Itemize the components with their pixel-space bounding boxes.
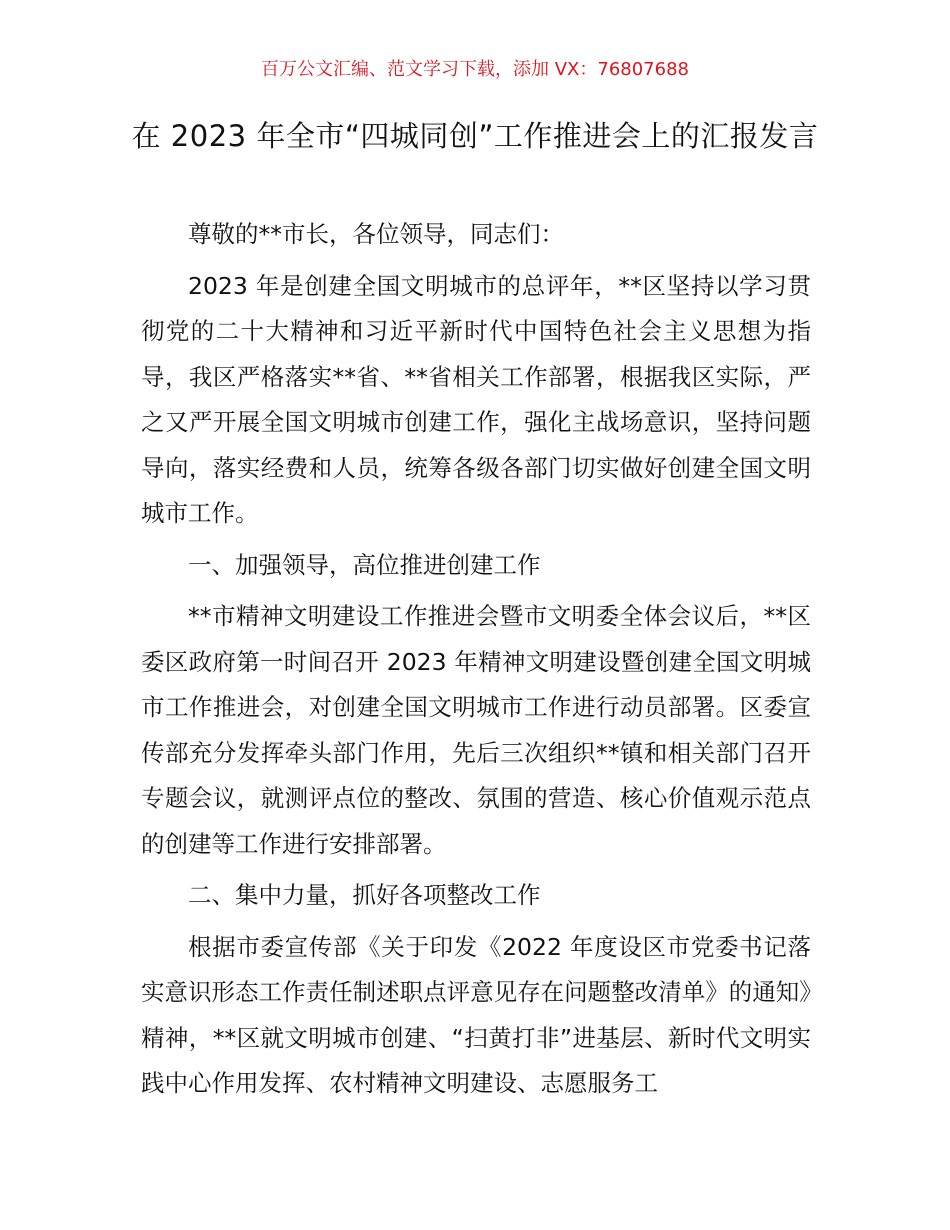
section-1-paragraph: **市精神文明建设工作推进会暨市文明委全体会议后，**区委区政府第一时间召开 2023 年精神文明建设暨创建全国文明城市工作推进会，对创建全国文明城市工作进行动员部署。区委宣传部充分发挥牵头部门作用，先后三次组织**镇和相关部门召开专题会议，就测评点位的整改、氛围的营造、核心价值观示范点的创建等工作进行安排部署。 <box>141 602 811 858</box>
intro-paragraph: 2023 年是创建全国文明城市的总评年，**区坚持以学习贯彻党的二十大精神和习近平新时代中国特色社会主义思想为指导，我区严格落实**省、**省相关工作部署，根据我区实际，严之又严开展全国文明城市创建工作，强化主战场意识，坚持问题导向，落实经费和人员，统筹各级各部门切实做好创建全国文明城市工作。 <box>141 271 811 527</box>
document-title: 在 2023 年全市“四城同创”工作推进会上的汇报发言 <box>131 119 819 153</box>
document-body <box>141 212 811 1113</box>
section-heading-2: 二、集中力量，抓好各项整改工作 <box>188 881 541 909</box>
section-heading-1: 一、加强领导，高位推进创建工作 <box>188 550 541 579</box>
section-2-paragraph: 根据市委宣传部《关于印发《2022 年度设区市党委书记落实意识形态工作责任制述职点评意见存在问题整改清单》的通知》精神，**区就文明城市创建、“扫黄打非”进基层、新时代文明实践中心作用发挥、农村精神文明建设、志愿服务工 <box>141 932 811 1097</box>
salutation-paragraph: 尊敬的**市长，各位领导，同志们： <box>188 220 564 248</box>
header-watermark-note: 百万公文汇编、范文学习下载，添加 VX：76807688 <box>261 59 689 80</box>
